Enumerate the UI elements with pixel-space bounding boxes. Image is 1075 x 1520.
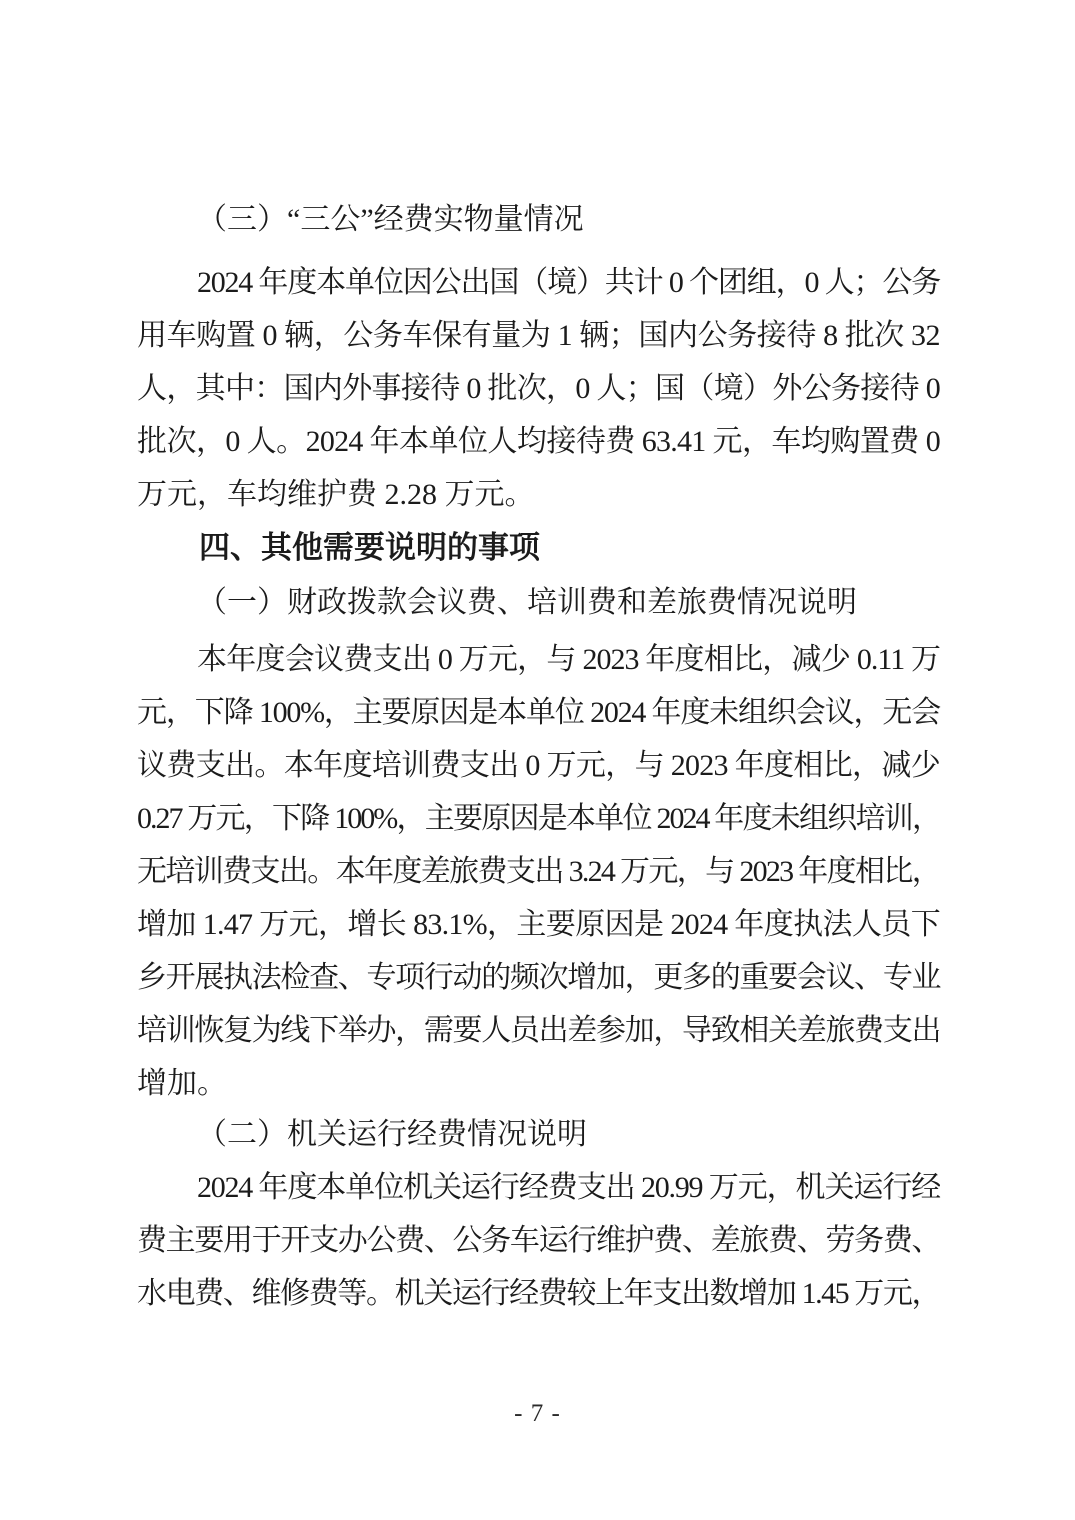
text-line: 乡开展执法检查、专项行动的频次增加，更多的重要会议、专业 (137, 961, 940, 994)
text-line: 增加 1.47 万元，增长 83.1%，主要原因是 2024 年度执法人员下 (137, 908, 940, 941)
page-number: - 7 - (514, 1400, 561, 1427)
text-line: 元，下降 100%，主要原因是本单位 2024 年度未组织会议，无会 (137, 696, 940, 729)
text-line: 2024 年度本单位因公出国（境）共计 0 个团组，0 人；公务 (197, 266, 940, 299)
text-line: 本年度会议费支出 0 万元，与 2023 年度相比，减少 0.11 万 (197, 643, 940, 676)
text-line: 0.27 万元，下降 100%，主要原因是本单位 2024 年度未组织培训， (137, 802, 940, 835)
text-line: 水电费、维修费等。机关运行经费较上年支出数增加 1.45 万元， (137, 1277, 940, 1310)
text-line: 增加。 (137, 1067, 227, 1100)
text-line: 费主要用于开支办公费、公务车运行维护费、差旅费、劳务费、 (137, 1224, 940, 1257)
subsection-heading-agency-operating-funds: （二）机关运行经费情况说明 (197, 1118, 587, 1151)
text-line: 用车购置 0 辆，公务车保有量为 1 辆；国内公务接待 8 批次 32 (137, 319, 940, 352)
text-line: 议费支出。本年度培训费支出 0 万元，与 2023 年度相比，减少 (137, 749, 940, 782)
text-line: 万元，车均维护费 2.28 万元。 (137, 478, 535, 511)
text-line: 人，其中：国内外事接待 0 批次，0 人；国（境）外公务接待 0 (137, 372, 940, 405)
subsection-heading-meeting-training-travel-fees: （一）财政拨款会议费、培训费和差旅费情况说明 (197, 586, 857, 619)
paragraph-three-public-expenses (137, 256, 940, 521)
document-body (137, 193, 940, 1320)
text-line: 无培训费支出。本年度差旅费支出 3.24 万元，与 2023 年度相比， (137, 855, 940, 888)
section-heading-three-public-expenses: （三）“三公”经费实物量情况 (197, 203, 584, 236)
paragraph-meeting-training-travel-fees (137, 633, 940, 1110)
text-line: 培训恢复为线下举办，需要人员出差参加，导致相关差旅费支出 (137, 1014, 940, 1047)
text-line: 2024 年度本单位机关运行经费支出 20.99 万元，机关运行经 (197, 1171, 940, 1204)
text-line: 批次，0 人。2024 年本单位人均接待费 63.41 元，车均购置费 0 (137, 425, 940, 458)
paragraph-agency-operating-funds (137, 1161, 940, 1320)
section-heading-other-matters: 四、其他需要说明的事项 (199, 530, 540, 565)
